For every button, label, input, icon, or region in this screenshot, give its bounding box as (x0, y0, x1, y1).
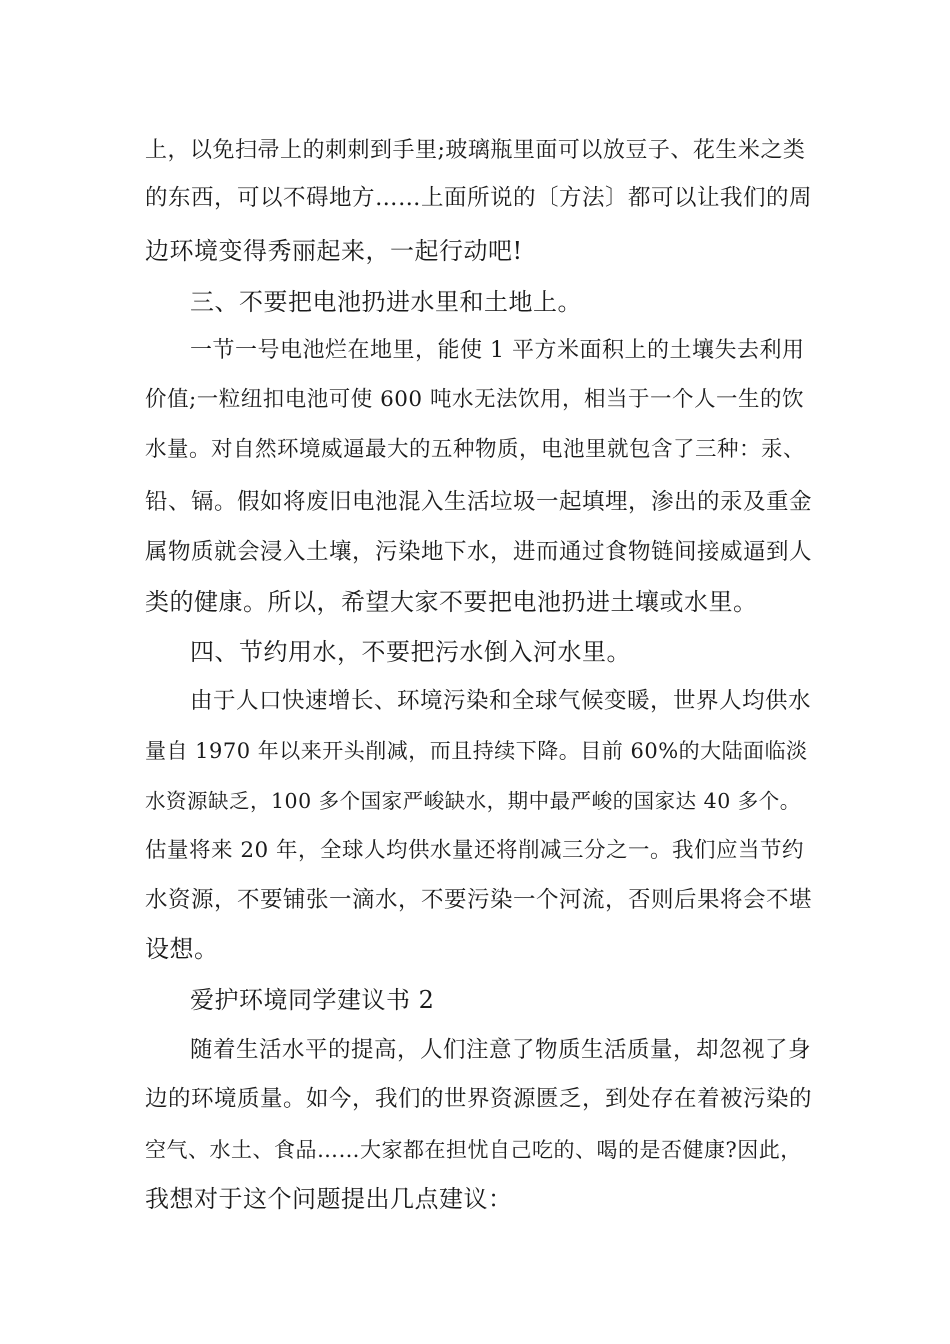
text-line: 由于人口快速增长、环境污染和全球气候变暖，世界人均供水 (190, 688, 812, 714)
text-line: 估量将来 20 年，全球人均供水量还将削减三分之一。我们应当节约 (145, 838, 805, 863)
text-line: 水量。对自然环境威逼最大的五种物质，电池里就包含了三种：汞、 (145, 437, 806, 462)
text-line: 一节一号电池烂在地里，能使 1 平方米面积上的土壤失去利用 (190, 338, 805, 363)
text-line: 的东西，可以不碍地方……上面所说的〔方法〕都可以让我们的周 (145, 185, 813, 211)
text-line: 边的环境质量。如今，我们的世界资源匮乏，到处存在着被污染的 (145, 1086, 813, 1112)
text-line: 量自 1970 年以来开头削减，而且持续下降。目前 60%的大陆面临淡 (145, 739, 808, 763)
text-line: 随着生活水平的提高，人们注意了物质生活质量，却忽视了身 (190, 1037, 812, 1063)
section-heading: 三、不要把电池扔进水里和土地上。 (190, 288, 582, 316)
text-line: 水资源缺乏，100 多个国家严峻缺水，期中最严峻的国家达 40 多个。 (145, 789, 801, 813)
document-title: 爱护环境同学建议书 2 (190, 986, 435, 1014)
text-line: 空气、水土、食品……大家都在担忧自己吃的、喝的是否健康?因此， (145, 1138, 802, 1162)
text-line: 水资源，不要铺张一滴水，不要污染一个河流，否则后果将会不堪 (145, 887, 813, 913)
text-line: 设想。 (145, 935, 219, 963)
section-heading: 四、节约用水，不要把污水倒入河水里。 (190, 638, 631, 666)
text-line: 边环境变得秀丽起来，一起行动吧! (145, 237, 523, 265)
text-line: 我想对于这个问题提出几点建议： (145, 1185, 513, 1213)
text-line: 上，以免扫帚上的刺刺到手里;玻璃瓶里面可以放豆子、花生米之类 (145, 138, 806, 163)
text-line: 铅、镉。假如将废旧电池混入生活垃圾一起填埋，渗出的汞及重金 (145, 489, 813, 515)
text-line: 价值;一粒纽扣电池可使 600 吨水无法饮用，相当于一个人一生的饮 (145, 387, 804, 412)
text-line: 属物质就会浸入土壤，污染地下水，进而通过食物链间接威逼到人 (145, 539, 813, 565)
text-line: 类的健康。所以，希望大家不要把电池扔进土壤或水里。 (145, 588, 758, 616)
